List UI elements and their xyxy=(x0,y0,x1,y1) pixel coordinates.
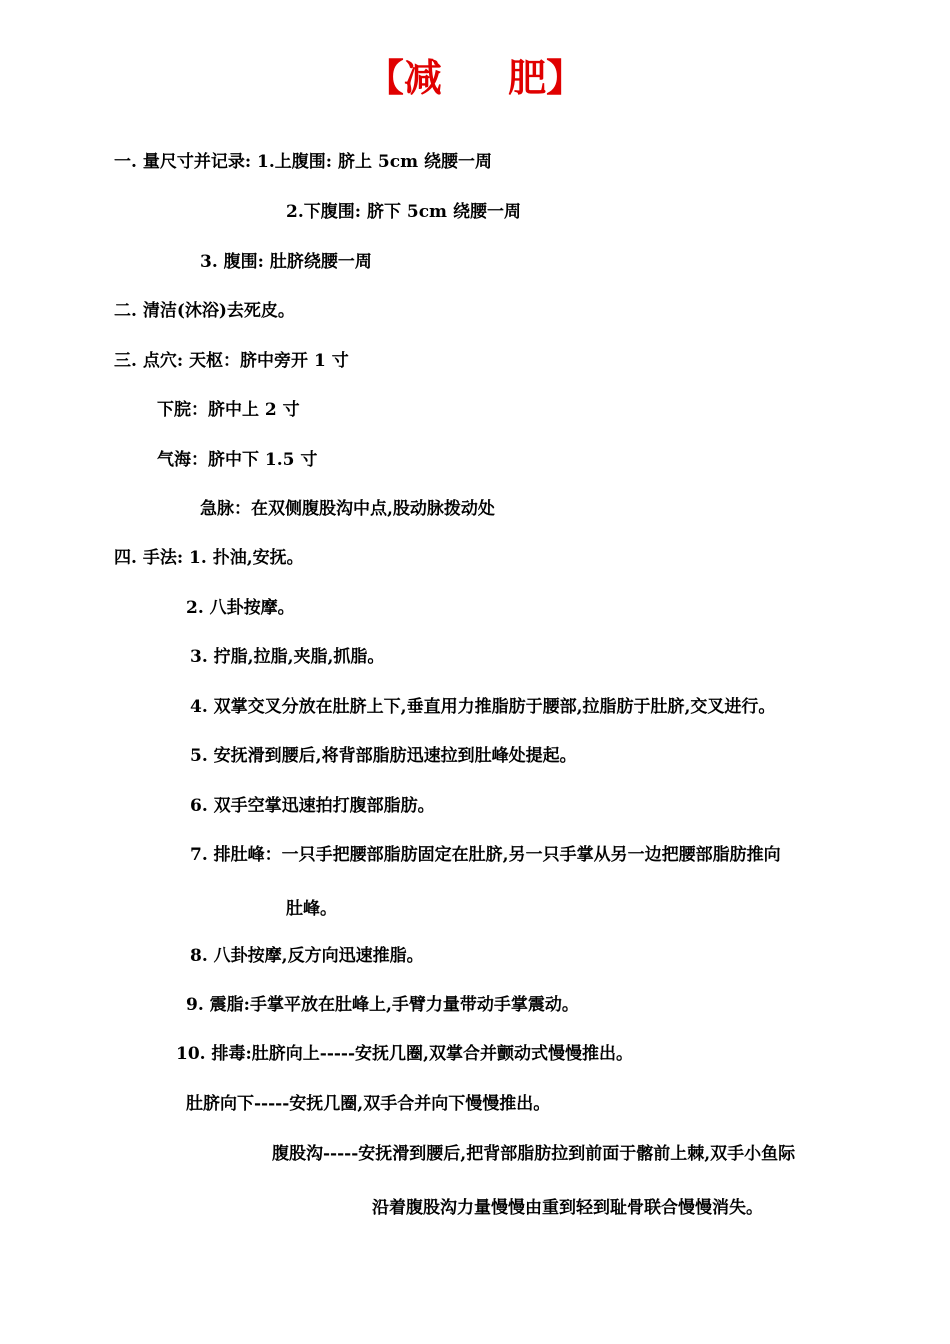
text-line-20: 肚脐向下-----安抚几圈,双手合并向下慢慢推出。 xyxy=(186,1094,551,1114)
text-line-11: 3. 拧脂,拉脂,夹脂,抓脂。 xyxy=(190,647,385,667)
text-line-19: 10. 排毒:肚脐向上-----安抚几圈,双掌合并颤动式慢慢推出。 xyxy=(176,1044,633,1064)
text-line-6: 下脘：脐中上 2 寸 xyxy=(157,400,300,420)
text-line-16: 肚峰。 xyxy=(286,899,337,919)
text-line-10: 2. 八卦按摩。 xyxy=(186,598,295,618)
page-title: 【减 肥】 xyxy=(365,55,585,100)
text-line-13: 5. 安抚滑到腰后,将背部脂肪迅速拉到肚峰处提起。 xyxy=(190,746,577,766)
text-line-18: 9. 震脂:手掌平放在肚峰上,手臂力量带动手掌震动。 xyxy=(186,995,579,1015)
text-line-4: 二. 清洁(沐浴)去死皮。 xyxy=(114,301,295,321)
text-line-15: 7. 排肚峰：一只手把腰部脂肪固定在肚脐,另一只手掌从另一边把腰部脂肪推向 xyxy=(190,845,781,865)
text-line-17: 8. 八卦按摩,反方向迅速推脂。 xyxy=(190,946,424,966)
text-line-22: 沿着腹股沟力量慢慢由重到轻到耻骨联合慢慢消失。 xyxy=(372,1198,763,1218)
text-line-14: 6. 双手空掌迅速拍打腹部脂肪。 xyxy=(190,796,435,816)
text-line-5: 三. 点穴: 天枢：脐中旁开 1 寸 xyxy=(114,351,349,371)
text-line-7: 气海：脐中下 1.5 寸 xyxy=(157,450,318,470)
text-line-8: 急脉：在双侧腹股沟中点,股动脉拨动处 xyxy=(200,499,495,519)
text-line-3: 3. 腹围: 肚脐绕腰一周 xyxy=(200,252,372,272)
text-line-21: 腹股沟-----安抚滑到腰后,把背部脂肪拉到前面于髂前上棘,双手小鱼际 xyxy=(272,1144,796,1164)
text-line-12: 4. 双掌交叉分放在肚脐上下,垂直用力推脂肪于腰部,拉脂肪于肚脐,交叉进行。 xyxy=(190,697,776,717)
text-line-9: 四. 手法: 1. 扑油,安抚。 xyxy=(114,548,304,568)
text-line-1: 一. 量尺寸并记录: 1.上腹围: 脐上 5cm 绕腰一周 xyxy=(114,152,492,172)
text-line-2: 2.下腹围: 脐下 5cm 绕腰一周 xyxy=(286,202,521,222)
